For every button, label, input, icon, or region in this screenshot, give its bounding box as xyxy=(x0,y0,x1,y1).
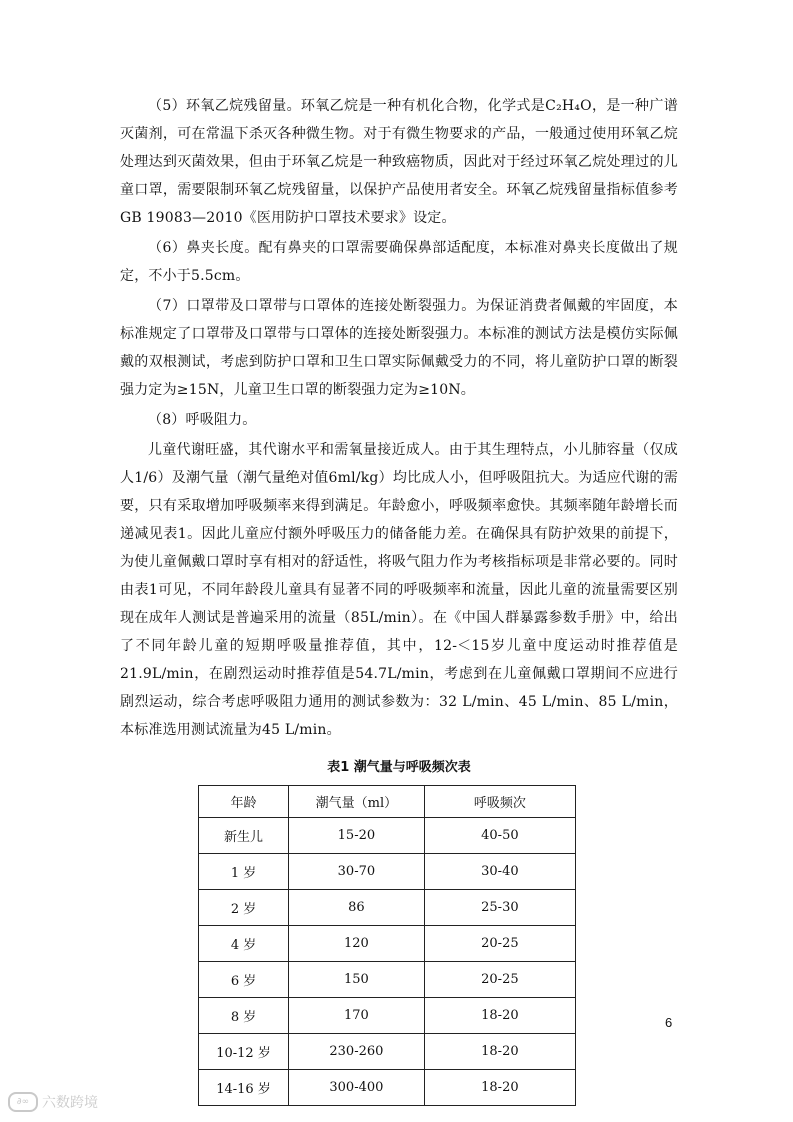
cell-age: 新生儿 xyxy=(199,818,289,854)
cell-breath-frequency: 18-20 xyxy=(424,998,575,1034)
table-row xyxy=(199,854,576,890)
page-number: 6 xyxy=(665,1015,673,1030)
cell-breath-frequency: 25-30 xyxy=(424,890,575,926)
document-body xyxy=(120,92,678,1106)
cell-age: 1 岁 xyxy=(199,854,289,890)
cell-tidal-volume: 15-20 xyxy=(289,818,425,854)
cell-tidal-volume: 230-260 xyxy=(289,1034,425,1070)
watermark-text: 六数跨境 xyxy=(42,1095,98,1111)
cell-age: 14-16 岁 xyxy=(199,1070,289,1106)
table-row xyxy=(199,818,576,854)
tidal-volume-table xyxy=(198,785,576,1106)
cell-breath-frequency: 18-20 xyxy=(424,1070,575,1106)
table-row xyxy=(199,926,576,962)
header-breath-frequency: 呼吸频次 xyxy=(424,786,575,818)
cell-age: 2 岁 xyxy=(199,890,289,926)
cell-breath-frequency: 20-25 xyxy=(424,962,575,998)
cell-breath-frequency: 40-50 xyxy=(424,818,575,854)
table-row xyxy=(199,998,576,1034)
table-header-row xyxy=(199,786,576,818)
paragraph-nose-clip: （6）鼻夹长度。配有鼻夹的口罩需要确保鼻部适配度，本标准对鼻夹长度做出了规定，不小于5.5cm。 xyxy=(120,240,678,284)
cell-tidal-volume: 150 xyxy=(289,962,425,998)
table-caption: 表1 潮气量与呼吸频次表 xyxy=(327,760,471,775)
cell-breath-frequency: 20-25 xyxy=(424,926,575,962)
table-row xyxy=(199,962,576,998)
table-row xyxy=(199,1070,576,1106)
paragraph-strap-strength: （7）口罩带及口罩带与口罩体的连接处断裂强力。为保证消费者佩戴的牢固度，本标准规定了口罩带及口罩带与口罩体的连接处断裂强力。本标准的测试方法是模仿实际佩戴的双根测试，考虑到防护口罩和卫生口罩实际佩戴受力的不同，将儿童防护口罩的断裂强力定为≥15N，儿童卫生口罩的断裂强力定为≥10N。 xyxy=(120,298,678,398)
paragraph-breathing-resistance: 儿童代谢旺盛，其代谢水平和需氧量接近成人。由于其生理特点，小儿肺容量（仅成人1/6）及潮气量（潮气量绝对值6ml/kg）均比成人小，但呼吸阻抗大。为适应代谢的需要，只有采取增加呼吸频率来得到满足。年龄愈小，呼吸频率愈快。其频率随年龄增长而递减见表1。因此儿童应付额外呼吸压力的储备能力差。在确保具有防护效果的前提下，为使儿童佩戴口罩时享有相对的舒适性，将吸气阻力作为考核指标项是非常必要的。同时由表1可见，不同年龄段儿童具有显著不同的呼吸频率和流量，因此儿童的流量需要区别现在成年人测试是普遍采用的流量（85L/min）。在《中国人群暴露参数手册》中，给出了不同年龄儿童的短期呼吸量推荐值，其中，12-＜15岁儿童中度运动时推荐值是21.9L/min，在剧烈运动时推荐值是54.7L/min，考虑到在儿童佩戴口罩期间不应进行剧烈运动，综合考虑呼吸阻力通用的测试参数为：32 L/min、45 L/min、85 L/min，本标准选用测试流量为45 L/min。 xyxy=(120,442,678,738)
cell-tidal-volume: 300-400 xyxy=(289,1070,425,1106)
paragraph-ethylene-oxide: （5）环氧乙烷残留量。环氧乙烷是一种有机化合物，化学式是C₂H₄O，是一种广谱灭菌剂，可在常温下杀灭各种微生物。对于有微生物要求的产品，一般通过使用环氧乙烷处理达到灭菌效果，但由于环氧乙烷是一种致癌物质，因此对于经过环氧乙烷处理过的儿童口罩，需要限制环氧乙烷残留量，以保护产品使用者安全。环氧乙烷残留量指标值参考GB 19083—2010《医用防护口罩技术要求》设定。 xyxy=(120,98,678,226)
watermark xyxy=(8,1092,98,1112)
cell-breath-frequency: 30-40 xyxy=(424,854,575,890)
cell-breath-frequency: 18-20 xyxy=(424,1034,575,1070)
watermark-logo-icon: ∂∞ xyxy=(8,1092,38,1112)
paragraph-breathing-resistance-heading: （8）呼吸阻力。 xyxy=(148,412,257,428)
cell-tidal-volume: 170 xyxy=(289,998,425,1034)
cell-tidal-volume: 30-70 xyxy=(289,854,425,890)
table-row xyxy=(199,890,576,926)
cell-age: 10-12 岁 xyxy=(199,1034,289,1070)
cell-age: 4 岁 xyxy=(199,926,289,962)
header-age: 年龄 xyxy=(199,786,289,818)
cell-age: 6 岁 xyxy=(199,962,289,998)
table-row xyxy=(199,1034,576,1070)
cell-tidal-volume: 120 xyxy=(289,926,425,962)
header-tidal-volume: 潮气量（ml） xyxy=(289,786,425,818)
cell-age: 8 岁 xyxy=(199,998,289,1034)
cell-tidal-volume: 86 xyxy=(289,890,425,926)
